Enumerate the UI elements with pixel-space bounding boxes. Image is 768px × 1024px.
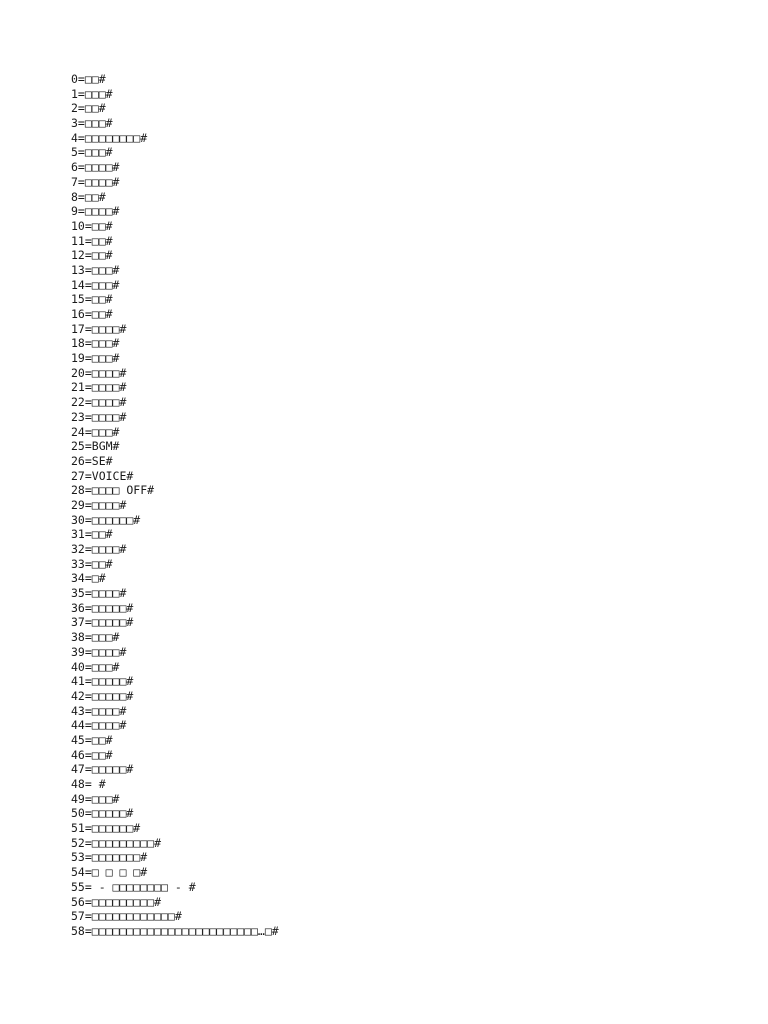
text-line: 39=□□□□# <box>71 644 127 659</box>
text-line: 46=□□# <box>71 747 113 762</box>
text-line: 33=□□# <box>71 556 113 571</box>
text-line: 54=□ □ □ □# <box>71 865 148 880</box>
text-line: 52=□□□□□□□□□# <box>71 835 162 850</box>
text-line: 22=□□□□# <box>71 395 127 410</box>
text-line: 13=□□□# <box>71 262 120 277</box>
text-line: 8=□□# <box>71 189 106 204</box>
text-line: 25=BGM# <box>71 439 120 454</box>
text-line: 11=□□# <box>71 233 113 248</box>
text-line: 9=□□□□# <box>71 204 120 219</box>
text-line: 15=□□# <box>71 292 113 307</box>
text-line: 18=□□□# <box>71 336 120 351</box>
text-line: 38=□□□# <box>71 630 120 645</box>
text-line: 43=□□□□# <box>71 703 127 718</box>
document-page <box>71 72 751 939</box>
text-line: 55= - □□□□□□□□ - # <box>71 879 196 894</box>
text-line: 50=□□□□□# <box>71 806 134 821</box>
text-line: 35=□□□□# <box>71 586 127 601</box>
text-line: 28=□□□□ OFF# <box>71 483 155 498</box>
text-line: 27=VOICE# <box>71 468 134 483</box>
text-line: 6=□□□□# <box>71 160 120 175</box>
text-line: 30=□□□□□□# <box>71 512 141 527</box>
text-line: 47=□□□□□# <box>71 762 134 777</box>
text-line: 31=□□# <box>71 527 113 542</box>
text-line: 37=□□□□□# <box>71 615 134 630</box>
text-line: 48= # <box>71 777 106 791</box>
text-line: 21=□□□□# <box>71 380 127 395</box>
text-line: 24=□□□# <box>71 424 120 439</box>
text-line: 36=□□□□□# <box>71 600 134 615</box>
text-line: 23=□□□□# <box>71 409 127 424</box>
text-line: 49=□□□# <box>71 791 120 806</box>
text-line: 5=□□□# <box>71 145 113 160</box>
text-line: 45=□□# <box>71 732 113 747</box>
text-line: 58=□□□□□□□□□□□□□□□□□□□□□□□□…□# <box>71 923 279 938</box>
text-line: 10=□□# <box>71 218 113 233</box>
text-line: 12=□□# <box>71 248 113 263</box>
text-line: 34=□# <box>71 571 106 586</box>
text-line: 26=SE# <box>71 453 113 468</box>
text-line: 51=□□□□□□# <box>71 821 141 836</box>
text-line: 19=□□□# <box>71 351 120 366</box>
text-line: 57=□□□□□□□□□□□□# <box>71 909 182 924</box>
text-line: 1=□□□# <box>71 86 113 101</box>
text-line: 41=□□□□□# <box>71 674 134 689</box>
text-line: 2=□□# <box>71 101 106 116</box>
text-line: 44=□□□□# <box>71 718 127 733</box>
text-line: 32=□□□□# <box>71 542 127 556</box>
text-line: 14=□□□# <box>71 277 120 292</box>
text-line: 16=□□# <box>71 307 113 321</box>
text-line: 29=□□□□# <box>71 497 127 512</box>
text-line: 17=□□□□# <box>71 321 127 336</box>
text-line: 53=□□□□□□□# <box>71 850 148 865</box>
text-line: 20=□□□□# <box>71 365 127 380</box>
text-line: 56=□□□□□□□□□# <box>71 894 162 909</box>
text-line: 0=□□# <box>71 72 106 86</box>
text-line: 4=□□□□□□□□# <box>71 130 148 145</box>
text-line: 42=□□□□□# <box>71 688 134 703</box>
text-line: 40=□□□# <box>71 659 120 674</box>
text-line: 7=□□□□# <box>71 174 120 189</box>
text-line: 3=□□□# <box>71 116 113 131</box>
